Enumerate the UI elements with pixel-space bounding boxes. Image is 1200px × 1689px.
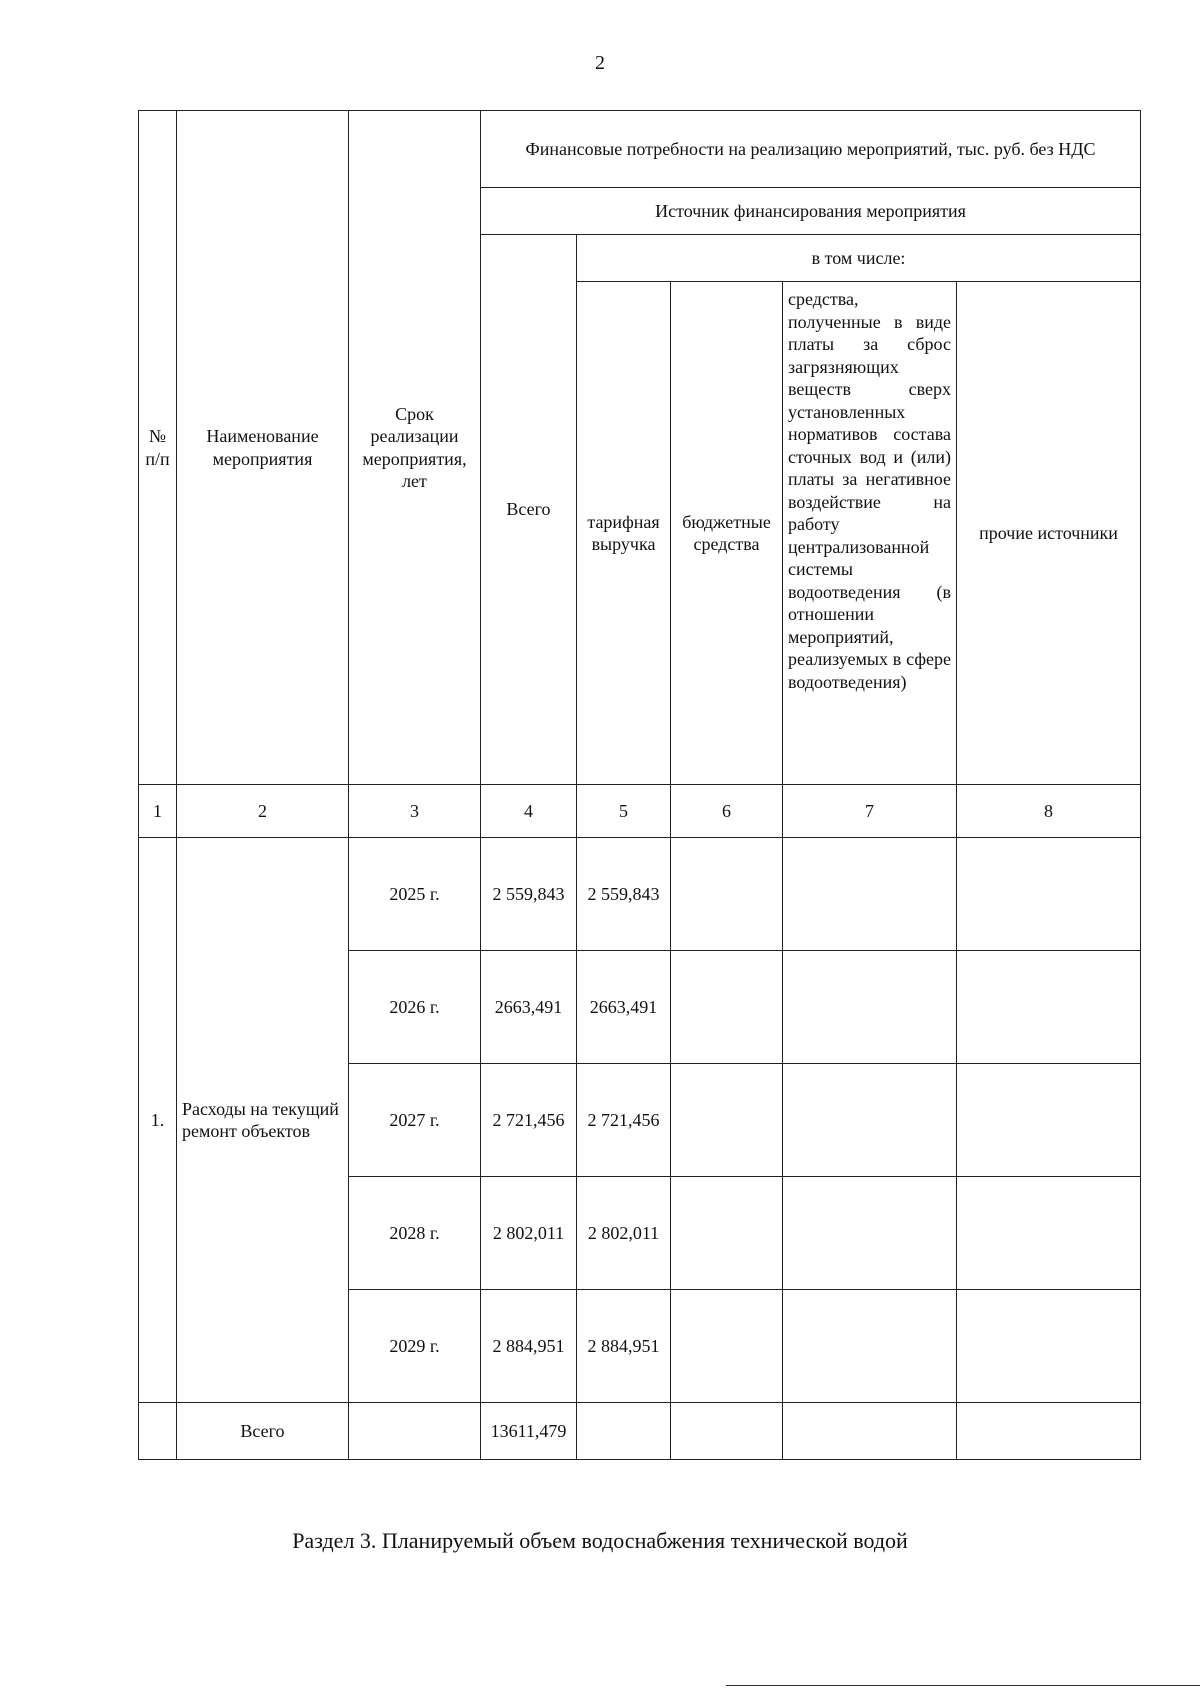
other-value-cell (957, 951, 1141, 1064)
grand-total-value: 13611,479 (481, 1403, 577, 1460)
year-cell: 2027 г. (349, 1064, 481, 1177)
total-row (139, 1403, 1141, 1460)
other-value-cell (957, 1177, 1141, 1290)
header-total: Всего (481, 235, 577, 785)
header-financial-needs: Финансовые потребности на реализацию мероприятий, тыс. руб. без НДС (481, 111, 1141, 188)
header-fees: средства, полученные в виде платы за сброс загрязняющих веществ сверх установленных нормативов состава сточных вод и (или) платы за негативное воздействие на работу централизованной системы водоотведения (в отношении мероприятий, реализуемых в сфере водоотведения) (783, 282, 957, 785)
column-number: 6 (671, 785, 783, 838)
item-number: 1. (139, 838, 177, 1403)
total-label: Всего (177, 1403, 349, 1460)
other-value-cell (957, 1290, 1141, 1403)
total-value-cell: 2 802,011 (481, 1177, 577, 1290)
budget-value-cell (671, 1064, 783, 1177)
tariff-value-cell: 2 802,011 (577, 1177, 671, 1290)
budget-value-cell (671, 1177, 783, 1290)
year-cell: 2026 г. (349, 951, 481, 1064)
section-title: Раздел 3. Планируемый объем водоснабжения технической водой (292, 1528, 908, 1553)
budget-value-cell (671, 1290, 783, 1403)
total-fees-cell (783, 1403, 957, 1460)
item-name: Расходы на текущий ремонт объектов (177, 838, 349, 1403)
other-value-cell (957, 838, 1141, 951)
tariff-value-cell: 2663,491 (577, 951, 671, 1064)
column-numbers-row (139, 785, 1141, 838)
fees-value-cell (783, 838, 957, 951)
header-row-1 (139, 111, 1141, 188)
column-number: 4 (481, 785, 577, 838)
total-value-cell: 2663,491 (481, 951, 577, 1064)
fees-value-cell (783, 951, 957, 1064)
total-number-cell (139, 1403, 177, 1460)
total-value-cell: 2 884,951 (481, 1290, 577, 1403)
header-other: прочие источники (957, 282, 1141, 785)
fees-value-cell (783, 1177, 957, 1290)
header-name: Наименование мероприятия (177, 111, 349, 785)
tariff-value-cell: 2 721,456 (577, 1064, 671, 1177)
financial-needs-table (138, 110, 1141, 1460)
tariff-value-cell: 2 559,843 (577, 838, 671, 951)
budget-value-cell (671, 951, 783, 1064)
header-term: Срок реализации мероприятия, лет (349, 111, 481, 785)
header-number: № п/п (139, 111, 177, 785)
tariff-value-cell: 2 884,951 (577, 1290, 671, 1403)
column-number: 8 (957, 785, 1141, 838)
column-number: 2 (177, 785, 349, 838)
column-number: 7 (783, 785, 957, 838)
fees-value-cell (783, 1290, 957, 1403)
column-number: 1 (139, 785, 177, 838)
header-funding-source: Источник финансирования мероприятия (481, 188, 1141, 235)
column-number: 5 (577, 785, 671, 838)
year-cell: 2028 г. (349, 1177, 481, 1290)
year-cell: 2025 г. (349, 838, 481, 951)
other-value-cell (957, 1064, 1141, 1177)
header-budget: бюджетные средства (671, 282, 783, 785)
column-number: 3 (349, 785, 481, 838)
total-value-cell: 2 721,456 (481, 1064, 577, 1177)
year-cell: 2029 г. (349, 1290, 481, 1403)
total-other-cell (957, 1403, 1141, 1460)
page-number: 2 (595, 52, 605, 74)
total-term-cell (349, 1403, 481, 1460)
table-row (139, 838, 1141, 951)
total-tariff-cell (577, 1403, 671, 1460)
header-including: в том числе: (577, 235, 1141, 282)
header-tariff: тарифная выручка (577, 282, 671, 785)
scan-edge-line (726, 1685, 1200, 1686)
total-budget-cell (671, 1403, 783, 1460)
financial-table-container (138, 110, 1140, 1460)
budget-value-cell (671, 838, 783, 951)
fees-value-cell (783, 1064, 957, 1177)
total-value-cell: 2 559,843 (481, 838, 577, 951)
